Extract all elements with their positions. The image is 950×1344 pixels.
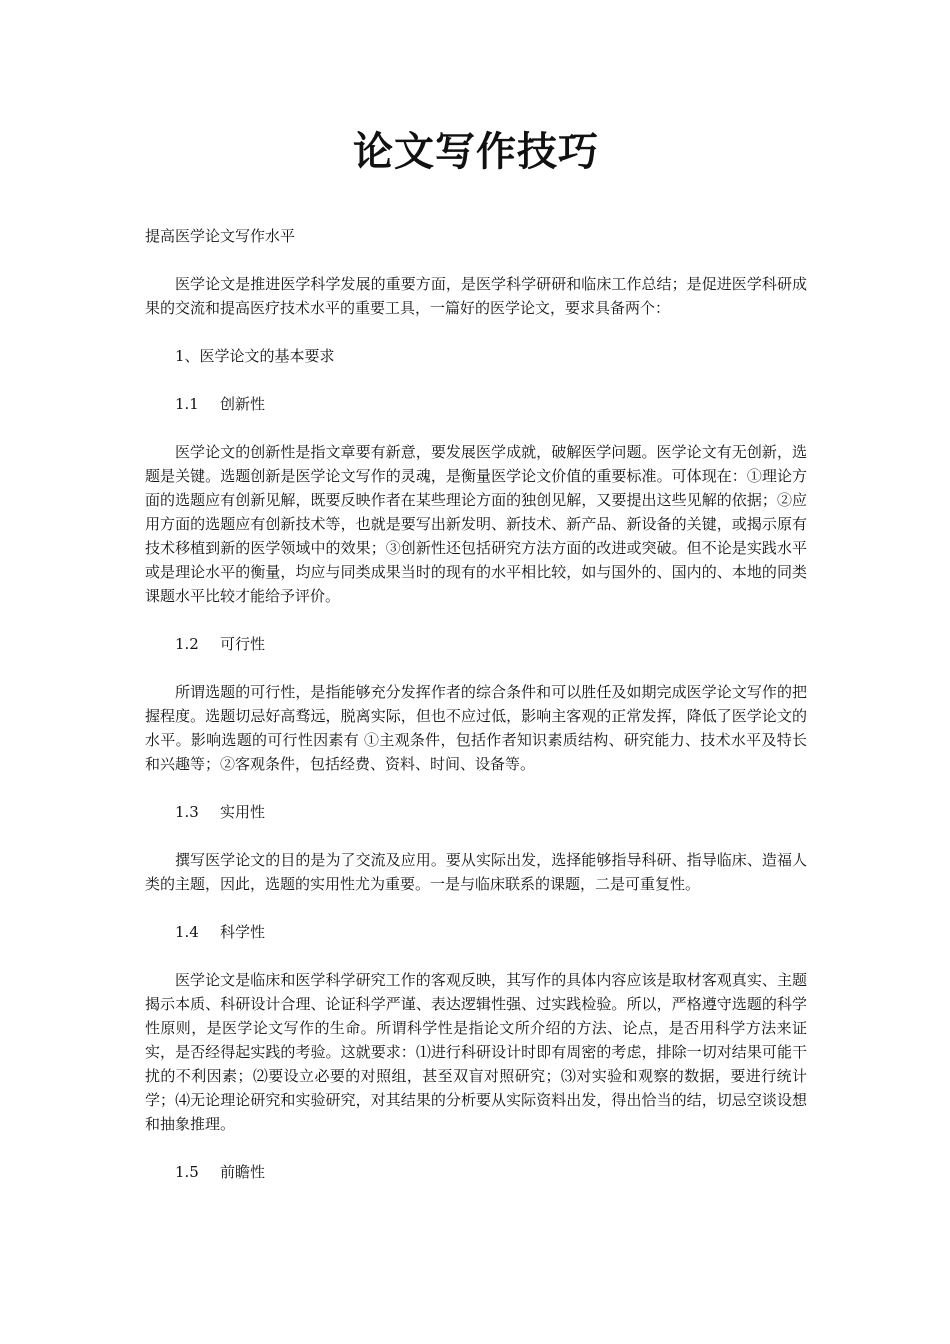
paragraph-1-3: 撰写医学论文的目的是为了交流及应用。要从实际出发，选择能够指导科研、指导临床、造福人类的主题，因此，选题的实用性尤为重要。一是与临床联系的课题，二是可重复性。	[145, 851, 807, 893]
subsection-heading-1-5	[145, 1160, 807, 1184]
subsection-label: 创新性	[220, 395, 266, 413]
subsection-number: 1.2	[175, 635, 199, 653]
paragraph-1-2: 所谓选题的可行性，是指能够充分发挥作者的综合条件和可以胜任及如期完成医学论文写作的把握程度。选题切忌好高骛远，脱离实际，但也不应过低，影响主客观的正常发挥，降低了医学论文的水平。影响选题的可行性因素有 ①主观条件，包括作者知识素质结构、研究能力、技术水平及特长和兴趣等；②客观条件，包括经费、资料、时间、设备等。	[145, 683, 807, 773]
subsection-heading-1-1	[145, 392, 807, 416]
subsection-label: 实用性	[220, 803, 266, 821]
subsection-number: 1.4	[175, 923, 199, 941]
document-body	[145, 124, 807, 1208]
subsection-label: 科学性	[220, 923, 266, 941]
subsection-number: 1.3	[175, 803, 199, 821]
document-title: 论文写作技巧	[353, 128, 599, 175]
intro-paragraph: 医学论文是推进医学科学发展的重要方面，是医学科学研研和临床工作总结；是促进医学科研成果的交流和提高医疗技术水平的重要工具，一篇好的医学论文，要求具备两个：	[145, 275, 807, 317]
section-heading-1: 1、医学论文的基本要求	[175, 347, 335, 365]
subsection-number: 1.1	[175, 395, 199, 413]
subsection-label: 可行性	[220, 635, 266, 653]
paragraph-1-1: 医学论文的创新性是指文章要有新意，要发展医学成就，破解医学问题。医学论文有无创新，选题是关键。选题创新是医学论文写作的灵魂，是衡量医学论文价值的重要标准。可体现在：①理论方面的选题应有创新见解，既要反映作者在某些理论方面的独创见解，又要提出这些见解的依据；②应用方面的选题应有创新技术等，也就是要写出新发明、新技术、新产品、新设备的关键，或揭示原有技术移植到新的医学领域中的效果；③创新性还包括研究方法方面的改进或突破。但不论是实践水平或是理论水平的衡量，均应与同类成果当时的现有的水平相比较，如与国外的、国内的、本地的同类课题水平比较才能给予评价。	[145, 443, 807, 605]
subsection-heading-1-2	[145, 632, 807, 656]
paragraph-1-4: 医学论文是临床和医学科学研究工作的客观反映，其写作的具体内容应该是取材客观真实、主题揭示本质、科研设计合理、论证科学严谨、表达逻辑性强、过实践检验。所以，严格遵守选题的科学性原则，是医学论文写作的生命。所谓科学性是指论文所介绍的方法、论点，是否用科学方法来证实，是否经得起实践的考验。这就要求：⑴进行科研设计时即有周密的考虑，排除一切对结果可能干扰的不利因素；⑵要设立必要的对照组，甚至双盲对照研究；⑶对实验和观察的数据，要进行统计学；⑷无论理论研究和实验研究，对其结果的分析要从实际资料出发，得出恰当的结，切忌空谈设想和抽象推理。	[145, 971, 807, 1133]
subsection-label: 前瞻性	[220, 1163, 266, 1181]
document-subtitle: 提高医学论文写作水平	[145, 227, 296, 245]
subsection-number: 1.5	[175, 1163, 199, 1181]
subsection-heading-1-4	[145, 920, 807, 944]
subsection-heading-1-3	[145, 800, 807, 824]
